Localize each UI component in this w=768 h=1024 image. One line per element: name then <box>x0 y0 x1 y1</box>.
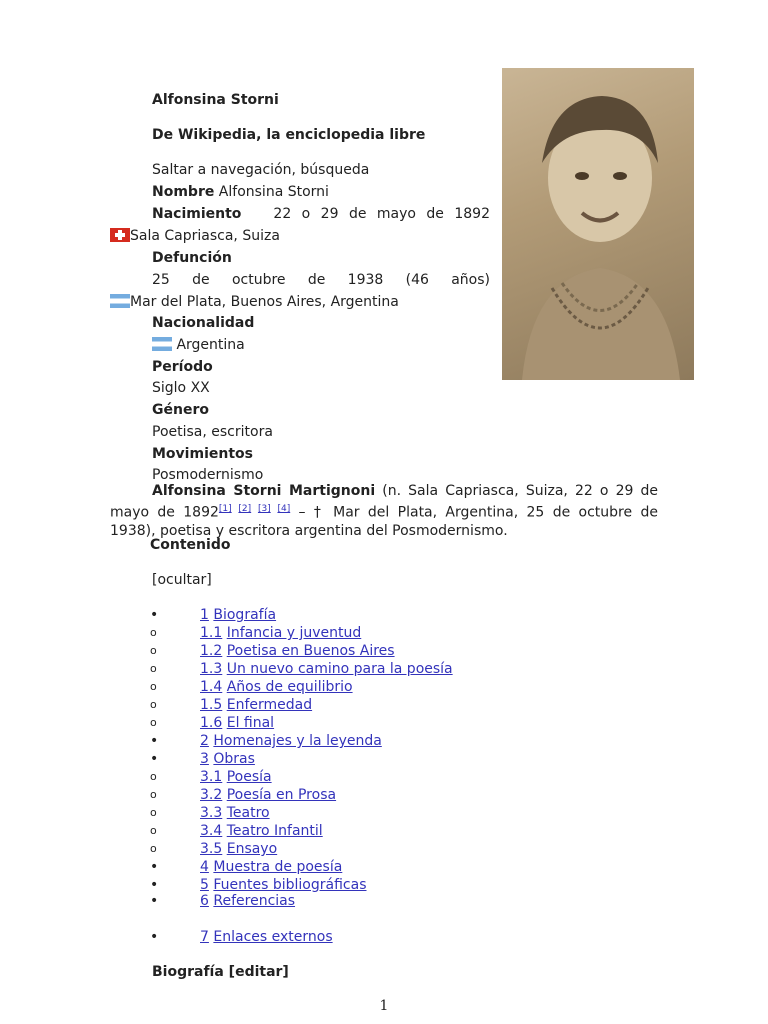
sub-bullet-icon: o <box>150 662 157 675</box>
toc-number[interactable]: 3.5 <box>200 841 223 857</box>
toc-link[interactable]: Fuentes bibliográficas <box>213 877 367 893</box>
intro-text: (n. Sala Capriasca, Suiza, 22 o 29 de <box>375 483 658 499</box>
toc-number[interactable]: 1.2 <box>200 643 223 659</box>
nacionalidad-value: Argentina <box>176 337 245 353</box>
ref-link-2[interactable]: [2] <box>238 504 252 514</box>
bullet-icon: • <box>150 733 159 749</box>
movimientos-value: Posmodernismo <box>152 467 264 483</box>
intro-paragraph <box>110 482 658 540</box>
toc-number[interactable]: 6 <box>200 893 209 909</box>
toc-link[interactable]: Enlaces externos <box>213 929 333 945</box>
ref-link-1[interactable]: [1] <box>218 504 232 514</box>
page-subtitle: De Wikipedia, la enciclopedia libre <box>152 127 426 143</box>
nacimiento-place: Sala Capriasca, Suiza <box>130 228 280 244</box>
toc-link[interactable]: Poesía en Prosa <box>226 787 337 803</box>
intro-text: – † Mar del Plata, Argentina, 25 de octubre de <box>290 504 658 521</box>
portrait-illustration <box>502 68 694 380</box>
defuncion-label: Defunción <box>152 250 232 266</box>
nav-links-text[interactable]: Saltar a navegación, búsqueda <box>152 162 370 178</box>
bullet-icon: • <box>150 859 159 875</box>
toc-link[interactable]: El final <box>226 715 275 731</box>
toc-number[interactable]: 1.1 <box>200 625 223 641</box>
nacimiento-row <box>152 203 490 225</box>
genero-label: Género <box>152 402 209 418</box>
toc-number[interactable]: 1.4 <box>200 679 223 695</box>
defuncion-place-row <box>110 291 399 313</box>
toc-link[interactable]: Ensayo <box>226 841 278 857</box>
toc-link[interactable]: Años de equilibrio <box>226 679 353 695</box>
portrait-photo <box>502 68 694 380</box>
toc-number[interactable]: 1.5 <box>200 697 223 713</box>
switzerland-flag-icon <box>110 228 130 242</box>
toc-link[interactable]: Un nuevo camino para la poesía <box>226 661 453 677</box>
sub-bullet-icon: o <box>150 806 157 819</box>
toc-link[interactable]: Obras <box>213 751 255 767</box>
sub-bullet-icon: o <box>150 716 157 729</box>
toc-link[interactable]: Referencias <box>213 893 296 909</box>
nombre-value: Alfonsina Storni <box>218 184 329 200</box>
sub-bullet-icon: o <box>150 824 157 837</box>
toc-number[interactable]: 3.4 <box>200 823 223 839</box>
sub-bullet-icon: o <box>150 680 157 693</box>
argentina-flag-icon <box>110 294 130 308</box>
toc-number[interactable]: 2 <box>200 733 209 749</box>
toc-number[interactable]: 3 <box>200 751 209 767</box>
intro-line-1 <box>110 482 658 500</box>
bullet-icon: • <box>150 751 159 767</box>
movimientos-label: Movimientos <box>152 446 253 462</box>
defuncion-place: Mar del Plata, Buenos Aires, Argentina <box>130 294 399 310</box>
toc-link[interactable]: Teatro Infantil <box>226 823 323 839</box>
defuncion-value: 25 de octubre de 1938 (46 años) <box>152 272 490 288</box>
toc-link[interactable]: Teatro <box>226 805 270 821</box>
toc-number[interactable]: 3.2 <box>200 787 223 803</box>
intro-text: mayo de 1892 <box>110 504 219 521</box>
bullet-icon: • <box>150 893 159 909</box>
toc-toggle[interactable]: [ocultar] <box>152 572 212 588</box>
toc-number[interactable]: 1.3 <box>200 661 223 677</box>
toc-link[interactable]: Homenajes y la leyenda <box>213 733 382 749</box>
bullet-icon: • <box>150 607 159 623</box>
toc-number[interactable]: 3.3 <box>200 805 223 821</box>
toc-link[interactable]: Enfermedad <box>226 697 313 713</box>
toc-heading: Contenido <box>150 537 231 553</box>
toc-number[interactable]: 4 <box>200 859 209 875</box>
toc-link[interactable]: Infancia y juventud <box>226 625 362 641</box>
ref-link-4[interactable]: [4] <box>277 504 291 514</box>
nacimiento-label: Nacimiento <box>152 206 242 222</box>
intro-line-3: 1938), poetisa y escritora argentina del Posmodernismo. <box>110 522 508 539</box>
toc-link[interactable]: Muestra de poesía <box>213 859 343 875</box>
ref-link-3[interactable]: [3] <box>257 504 271 514</box>
periodo-value: Siglo XX <box>152 380 210 396</box>
toc-number[interactable]: 5 <box>200 877 209 893</box>
nacionalidad-row <box>152 334 245 356</box>
page-title: Alfonsina Storni <box>152 92 279 108</box>
nacimiento-value: 22 o 29 de mayo de 1892 <box>273 206 490 222</box>
sub-bullet-icon: o <box>150 842 157 855</box>
nombre-label: Nombre <box>152 184 215 200</box>
toc-link[interactable]: Poesía <box>226 769 272 785</box>
toc-link[interactable]: Poetisa en Buenos Aires <box>226 643 395 659</box>
periodo-label: Período <box>152 359 213 375</box>
bullet-icon: • <box>150 929 159 945</box>
toc-number[interactable]: 3.1 <box>200 769 223 785</box>
page-number: 1 <box>379 998 389 1014</box>
toc-number[interactable]: 1 <box>200 607 209 623</box>
toc-number[interactable]: 1.6 <box>200 715 223 731</box>
nacionalidad-label: Nacionalidad <box>152 315 255 331</box>
bullet-icon: • <box>150 877 159 893</box>
nacimiento-place-row <box>110 225 280 247</box>
genero-value: Poetisa, escritora <box>152 424 273 440</box>
intro-line-2 <box>110 500 658 522</box>
intro-bold-name: Alfonsina Storni Martignoni <box>152 483 376 499</box>
argentina-flag-icon <box>152 337 172 351</box>
toc-link[interactable]: Biografía <box>213 607 277 623</box>
toc-number[interactable]: 7 <box>200 929 209 945</box>
sub-bullet-icon: o <box>150 698 157 711</box>
sub-bullet-icon: o <box>150 644 157 657</box>
sub-bullet-icon: o <box>150 770 157 783</box>
nombre-row <box>152 181 329 203</box>
sub-bullet-icon: o <box>150 626 157 639</box>
sub-bullet-icon: o <box>150 788 157 801</box>
section-heading-biografia: Biografía [editar] <box>152 964 289 980</box>
